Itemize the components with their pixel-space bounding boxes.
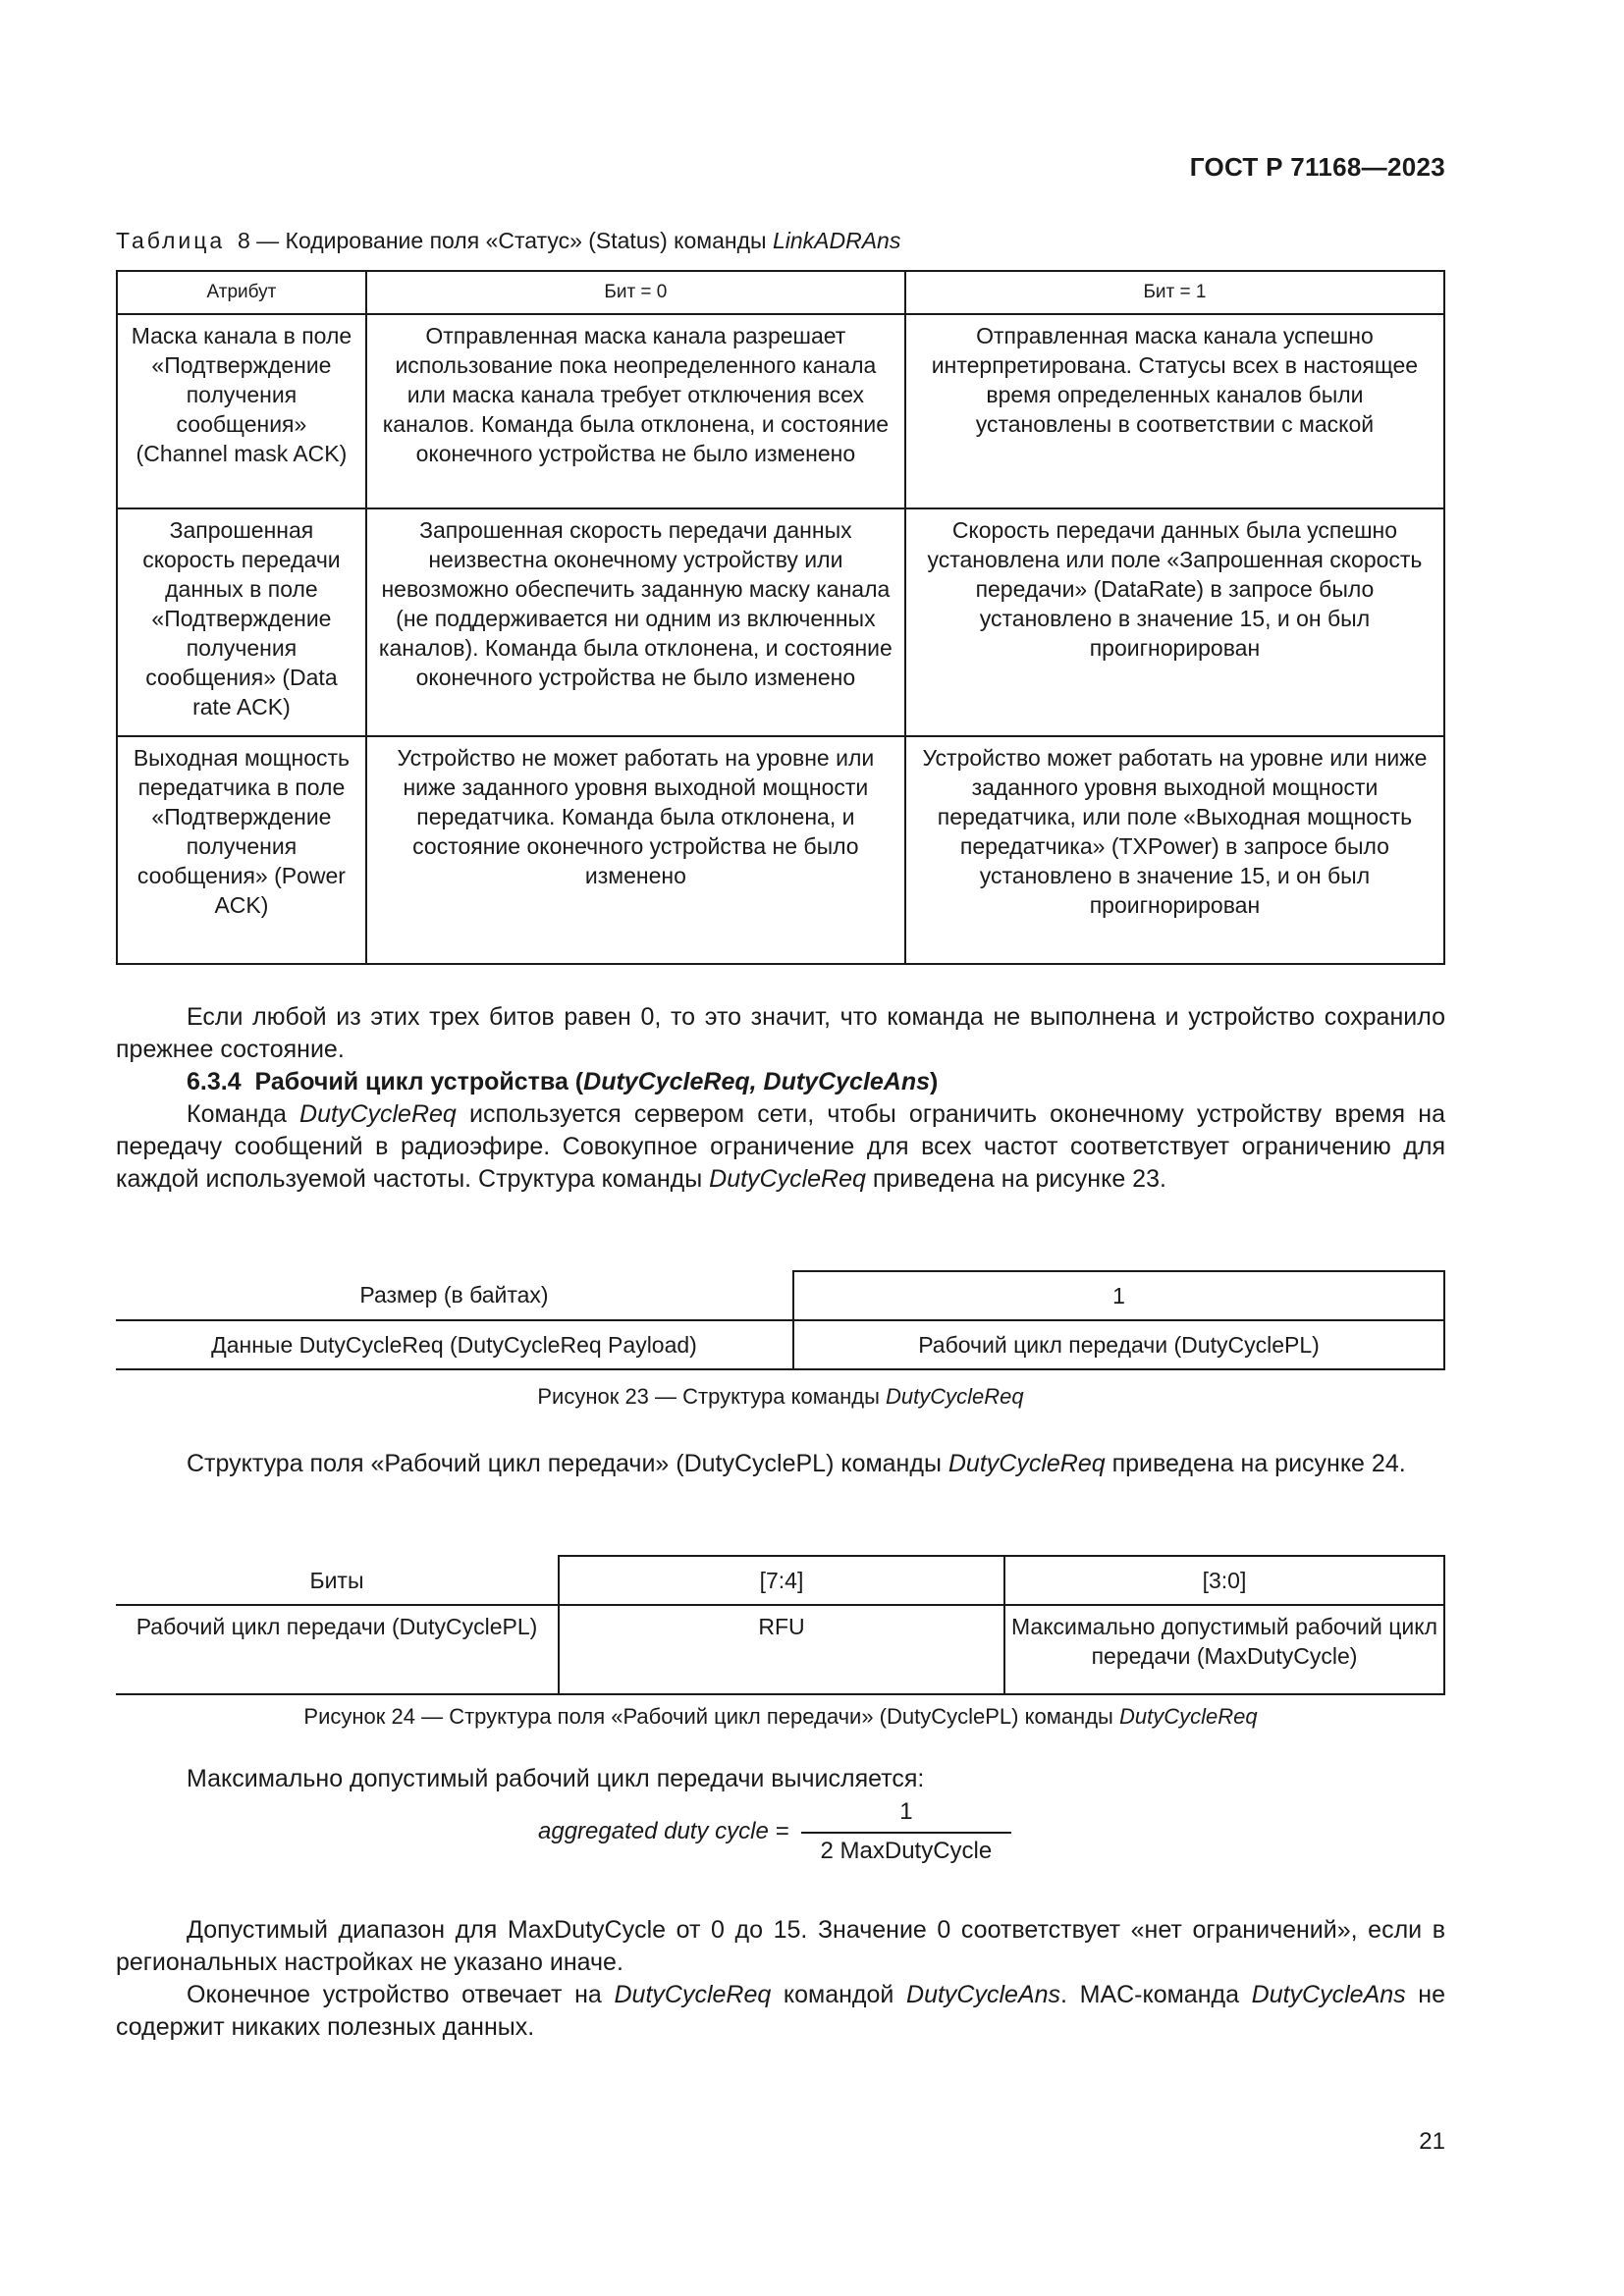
cell-bit0: Отправленная маска канала разрешает использование пока неопределенного канала или маска канала требует отключения всех каналов. Команда была отклонена, и состояние оконечного устройства не было изменено: [366, 314, 905, 508]
figure-23-table: [116, 1270, 1445, 1370]
paragraph-dutycycleans: Оконечное устройство отвечает на DutyCycleReq командой DutyCycleAns. MAC-команда DutyCycleAns не содержит никаких полезных данных.: [116, 1981, 1446, 2041]
formula-fraction: [801, 1798, 1012, 1865]
figure-24-caption: Рисунок 24 — Структура поля «Рабочий цикл передачи» (DutyCyclePL) команды DutyCycleReq: [303, 1704, 1258, 1729]
bits-label: Биты: [116, 1556, 559, 1605]
column-header-attribute: Атрибут: [117, 271, 366, 314]
cell-bit1: Скорость передачи данных была успешно установлена или поле «Запрошенная скорость передачи» (DataRate) в запросе было установлено в значение 15, и он был проигнорирован: [905, 508, 1444, 736]
cell-bit1: Устройство может работать на уровне или ниже заданного уровня выходной мощности передатчика, или поле «Выходная мощность передатчика» (TXPower) в запросе было установлено в значение 15, и он был проигнорирован: [905, 736, 1444, 964]
payload-value: Рабочий цикл передачи (DutyCyclePL): [793, 1320, 1444, 1369]
paragraph-dutycyclepl-intro: Структура поля «Рабочий цикл передачи» (DutyCyclePL) команды DutyCycleReq приведена на рисунке 24.: [187, 1450, 1406, 1477]
standard-header: ГОСТ Р 71168—2023: [1189, 152, 1445, 182]
table-row: [117, 314, 1444, 508]
paragraph-max-duty-cycle: Максимально допустимый рабочий цикл передачи вычисляется:: [187, 1765, 925, 1792]
cell-bit0: Запрошенная скорость передачи данных неизвестна оконечному устройству или невозможно обеспечить заданную маску канала (не поддерживается ни одним из включенных каналов). Команда была отклонена, и состояние оконечного устройства не было изменено: [366, 508, 905, 736]
table-row: [116, 1320, 1444, 1369]
table-row: [116, 1271, 1444, 1320]
table-row: [117, 508, 1444, 736]
table-row: [116, 1556, 1444, 1605]
cell-bit0: Устройство не может работать на уровне или ниже заданного уровня выходной мощности передатчика. Команда была отклонена, и состояние оконечного устройства не было изменено: [366, 736, 905, 964]
page-number: 21: [1419, 2128, 1445, 2155]
paragraph-dutycyclereq-intro: Команда DutyCycleReq используется сервером сети, чтобы ограничить оконечному устройству время на передачу сообщений в радиоэфире. Совокупное ограничение для всех частот соответствует ограничению для каждой используемой частоты. Структура команды DutyCycleReq приведена на рисунке 23.: [116, 1100, 1445, 1193]
paragraph-bits-result: Если любой из этих трех битов равен 0, то это значит, что команда не выполнена и устройство сохранило прежнее состояние.: [116, 1003, 1445, 1063]
figure-24-table: [116, 1555, 1445, 1695]
bits-high: [7:4]: [559, 1556, 1004, 1605]
field-label: Рабочий цикл передачи (DutyCyclePL): [116, 1605, 559, 1694]
field-low: Максимально допустимый рабочий цикл передачи (MaxDutyCycle): [1004, 1605, 1444, 1694]
cell-bit1: Отправленная маска канала успешно интерпретирована. Статусы всех в настоящее время определенных каналов были установлены в соответствии с маской: [905, 314, 1444, 508]
status-field-table: [116, 270, 1445, 965]
size-value: 1: [793, 1271, 1444, 1320]
paragraph-valid-range: Допустимый диапазон для MaxDutyCycle от 0 до 15. Значение 0 соответствует «нет ограничений», если в региональных настройках не указано иначе.: [116, 1916, 1445, 1976]
formula-lhs: aggregated duty cycle =: [538, 1818, 789, 1844]
cell-attribute: Маска канала в поле «Подтверждение получения сообщения» (Channel mask ACK): [117, 314, 366, 508]
size-label: Размер (в байтах): [116, 1271, 793, 1320]
field-high: RFU: [559, 1605, 1004, 1694]
payload-label: Данные DutyCycleReq (DutyCycleReq Payload): [116, 1320, 793, 1369]
cell-attribute: Выходная мощность передатчика в поле «Подтверждение получения сообщения» (Power ACK): [117, 736, 366, 964]
cell-attribute: Запрошенная скорость передачи данных в поле «Подтверждение получения сообщения» (Data rate ACK): [117, 508, 366, 736]
formula-denominator: 2 MaxDutyCycle: [801, 1832, 1012, 1865]
figure-23-caption: Рисунок 23 — Структура команды DutyCycleReq: [537, 1384, 1024, 1409]
table-8-caption: Таблица 8 — Кодирование поля «Статус» (Status) команды LinkADRAns: [116, 228, 901, 253]
section-heading-6-3-4: 6.3.4 Рабочий цикл устройства (DutyCycleReq, DutyCycleAns): [187, 1068, 939, 1095]
duty-cycle-formula: [538, 1798, 1011, 1865]
table-row: [117, 736, 1444, 964]
column-header-bit1: Бит = 1: [905, 271, 1444, 314]
column-header-bit0: Бит = 0: [366, 271, 905, 314]
table-row: [116, 1605, 1444, 1694]
table-header-row: [117, 271, 1444, 314]
bits-low: [3:0]: [1004, 1556, 1444, 1605]
formula-numerator: 1: [899, 1798, 913, 1825]
